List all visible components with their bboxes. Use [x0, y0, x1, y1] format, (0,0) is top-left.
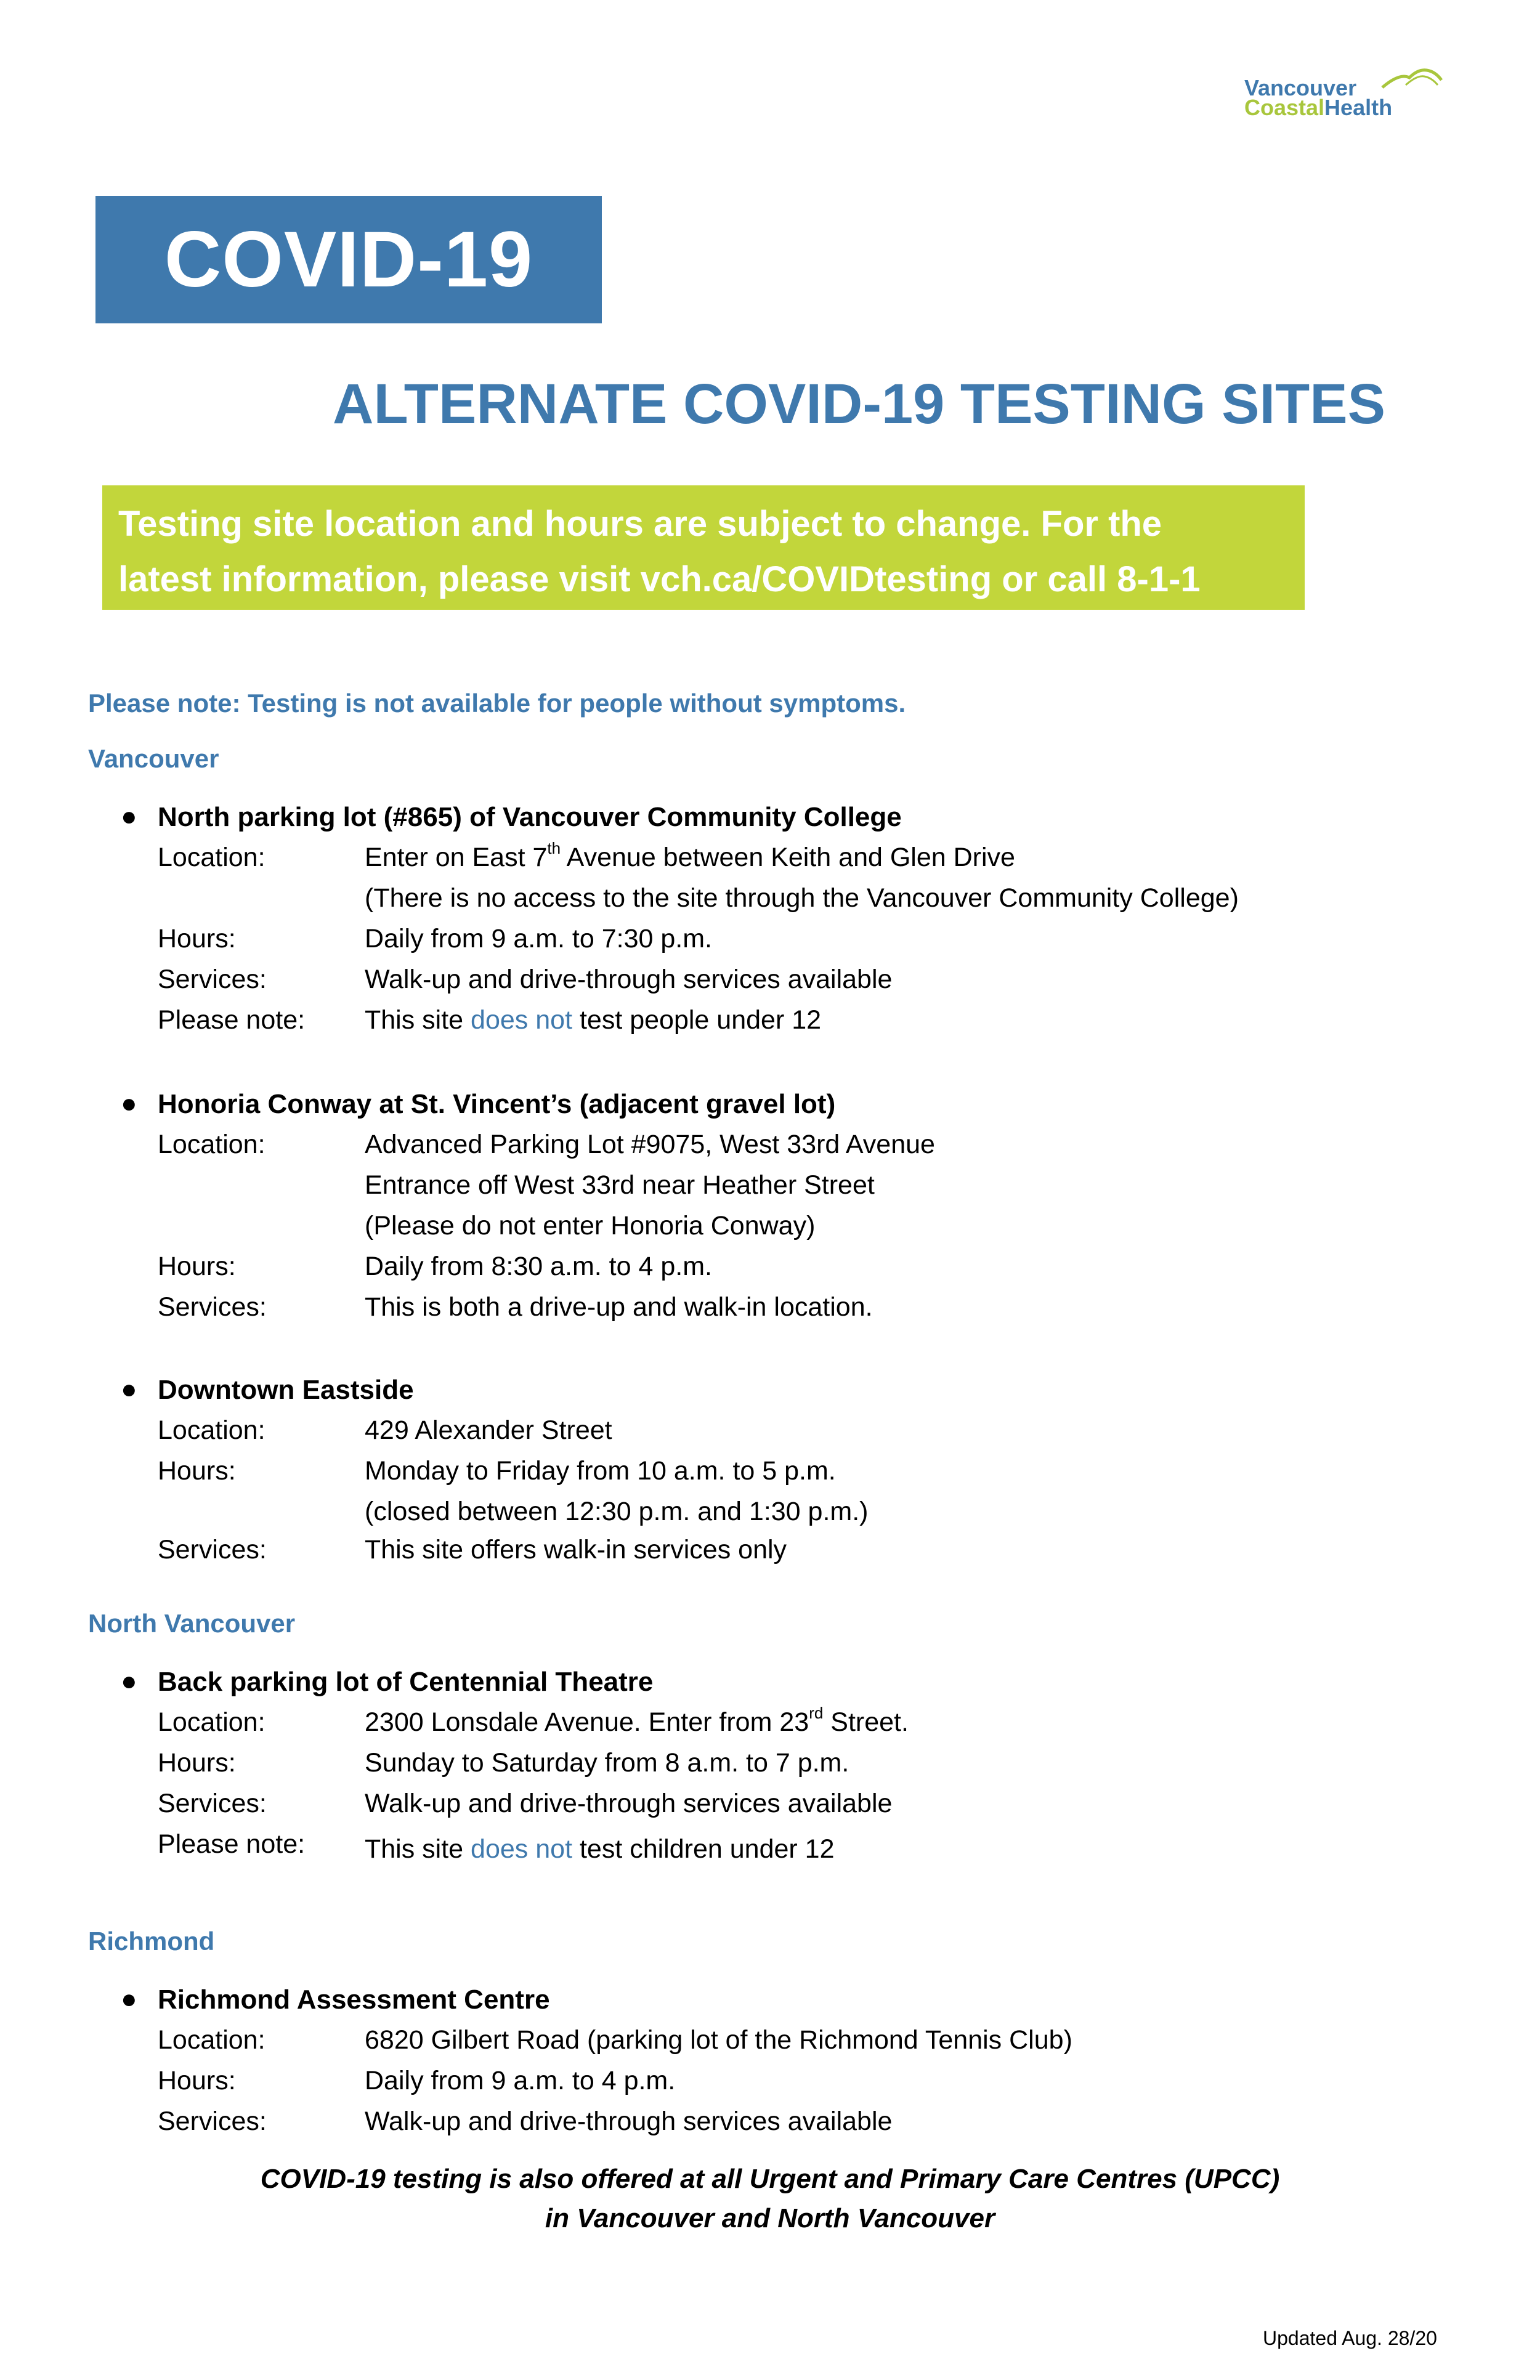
hours-label: Hours:: [158, 1252, 236, 1281]
upcc-note: [0, 2159, 1540, 2238]
location-value: (There is no access to the site through the Vancouver Community College): [365, 883, 1239, 913]
services-label: Services:: [158, 1535, 267, 1564]
site-name-vcc: North parking lot (#865) of Vancouver Community College: [158, 802, 902, 832]
please-note-label: Please note:: [158, 1005, 306, 1035]
services-label: Services:: [158, 1292, 267, 1322]
notice-line-1: Testing site location and hours are subject to change. For the: [118, 504, 1162, 544]
vch-logo: [1238, 67, 1448, 122]
bullet-icon: ●: [121, 801, 137, 832]
covid-banner: COVID-19: [95, 196, 602, 323]
services-label: Services:: [158, 1789, 267, 1818]
please-note-label: Please note:: [158, 1829, 306, 1859]
site-name-dtes: Downtown Eastside: [158, 1375, 414, 1405]
site-name-conway: Honoria Conway at St. Vincent’s (adjacent gravel lot): [158, 1089, 836, 1119]
page-title: ALTERNATE COVID-19 TESTING SITES: [333, 373, 1385, 435]
logo-text-coastal: Coastal: [1244, 95, 1325, 120]
services-label: Services:: [158, 965, 267, 994]
hours-value: Monday to Friday from 10 a.m. to 5 p.m.: [365, 1456, 836, 1486]
bullet-icon: ●: [121, 1666, 137, 1696]
hours-value: Daily from 9 a.m. to 4 p.m.: [365, 2066, 676, 2095]
logo-text-vancouver: Vancouver: [1244, 75, 1357, 100]
upcc-note-line-1: COVID-19 testing is also offered at all Urgent and Primary Care Centres (UPCC): [260, 2164, 1280, 2194]
logo-text-health: Health: [1324, 95, 1393, 120]
hours-value: Daily from 8:30 a.m. to 4 p.m.: [365, 1252, 712, 1281]
location-value: (Please do not enter Honoria Conway): [365, 1211, 816, 1241]
hours-label: Hours:: [158, 1456, 236, 1486]
location-label: Location:: [158, 1415, 265, 1445]
location-label: Location:: [158, 1130, 265, 1159]
hours-value: Daily from 9 a.m. to 7:30 p.m.: [365, 924, 712, 953]
note-value: This site does not test children under 12: [365, 1834, 835, 1864]
region-heading-north-vancouver: North Vancouver: [88, 1609, 296, 1638]
notice-line-2: latest information, please visit vch.ca/COVIDtesting or call 8-1-1: [118, 559, 1201, 599]
location-value: 6820 Gilbert Road (parking lot of the Richmond Tennis Club): [365, 2025, 1072, 2055]
location-value: Enter on East 7th Avenue between Keith and Glen Drive: [365, 839, 1015, 872]
mountain-logo-icon: [1381, 67, 1443, 91]
services-value: This site offers walk-in services only: [365, 1535, 787, 1564]
hours-label: Hours:: [158, 924, 236, 953]
location-label: Location:: [158, 843, 265, 872]
hours-label: Hours:: [158, 1748, 236, 1778]
bullet-icon: ●: [121, 1374, 137, 1404]
site-name-centennial: Back parking lot of Centennial Theatre: [158, 1667, 654, 1697]
location-value: 429 Alexander Street: [365, 1415, 612, 1445]
services-value: Walk-up and drive-through services available: [365, 1789, 893, 1818]
location-label: Location:: [158, 2025, 265, 2055]
logo-text-coastal-health: [1244, 95, 1392, 121]
note-value: This site does not test people under 12: [365, 1005, 822, 1035]
location-value: Entrance off West 33rd near Heather Street: [365, 1170, 875, 1200]
upcc-note-line-2: in Vancouver and North Vancouver: [545, 2203, 995, 2233]
region-heading-richmond: Richmond: [88, 1927, 215, 1956]
bullet-icon: ●: [121, 1984, 137, 2014]
hours-value: (closed between 12:30 p.m. and 1:30 p.m.): [365, 1497, 869, 1526]
location-value: 2300 Lonsdale Avenue. Enter from 23rd Street.: [365, 1704, 909, 1737]
hours-value: Sunday to Saturday from 8 a.m. to 7 p.m.: [365, 1748, 849, 1778]
symptoms-note: Please note: Testing is not available for people without symptoms.: [88, 689, 906, 718]
services-value: This is both a drive-up and walk-in location.: [365, 1292, 873, 1322]
notice-box: [102, 485, 1305, 610]
updated-date: Updated Aug. 28/20: [1263, 2327, 1437, 2349]
site-name-richmond: Richmond Assessment Centre: [158, 1985, 550, 2015]
services-value: Walk-up and drive-through services available: [365, 965, 893, 994]
services-value: Walk-up and drive-through services available: [365, 2107, 893, 2136]
hours-label: Hours:: [158, 2066, 236, 2095]
location-label: Location:: [158, 1707, 265, 1737]
location-value: Advanced Parking Lot #9075, West 33rd Avenue: [365, 1130, 935, 1159]
region-heading-vancouver: Vancouver: [88, 744, 219, 773]
services-label: Services:: [158, 2107, 267, 2136]
bullet-icon: ●: [121, 1088, 137, 1119]
